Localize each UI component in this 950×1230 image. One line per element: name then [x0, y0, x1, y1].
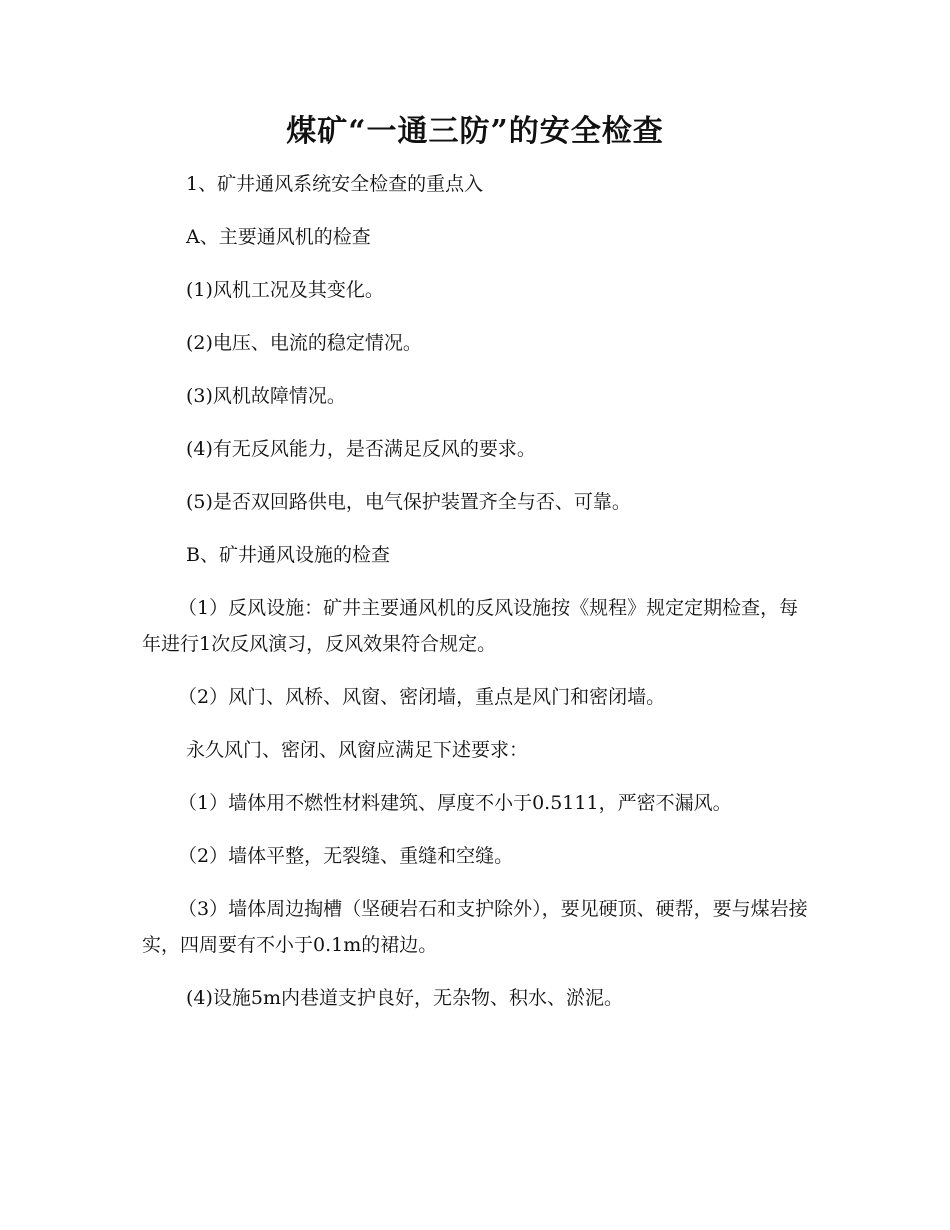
paragraph-b-item-2: （2）风门、风桥、风窗、密闭墙，重点是风门和密闭墙。: [178, 686, 666, 708]
document-body: [142, 166, 812, 1033]
paragraph-requirements-intro: 永久风门、密闭、风窗应满足下述要求：: [186, 739, 529, 761]
paragraph-a-item-3: (3)风机故障情况。: [186, 385, 346, 407]
paragraph-a-item-4: (4)有无反风能力，是否满足反风的要求。: [186, 438, 536, 460]
paragraph-a-item-1: (1)风机工况及其变化。: [186, 279, 384, 301]
paragraph-requirement-4: (4)设施5m内巷道支护良好，无杂物、积水、淤泥。: [186, 987, 624, 1009]
paragraph-section-1-heading: 1、矿井通风系统安全检查的重点入: [186, 173, 484, 195]
paragraph-requirement-3: （3）墙体周边掏槽（坚硬岩石和支护除外），要见硬顶、硬帮，要与煤岩接实，四周要有不小于0.1m的裙边。: [142, 898, 808, 956]
paragraph-requirement-1: （1）墙体用不燃性材料建筑、厚度不小于0.5111，严密不漏风。: [178, 792, 732, 814]
paragraph-a-item-2: (2)电压、电流的稳定情况。: [186, 332, 422, 354]
document-title: 煤矿“一通三防”的安全检查: [286, 114, 664, 149]
paragraph-subsection-b-heading: B、矿井通风设施的检查: [186, 544, 390, 566]
paragraph-a-item-5: (5)是否双回路供电，电气保护装置齐全与否、可靠。: [186, 491, 631, 513]
paragraph-b-item-1: （1）反风设施：矿井主要通风机的反风设施按《规程》规定定期检查，每年进行1次反风演习，反风效果符合规定。: [142, 597, 799, 655]
paragraph-requirement-2: （2）墙体平整，无裂缝、重缝和空缝。: [178, 845, 514, 867]
paragraph-subsection-a-heading: A、主要通风机的检查: [186, 226, 371, 248]
